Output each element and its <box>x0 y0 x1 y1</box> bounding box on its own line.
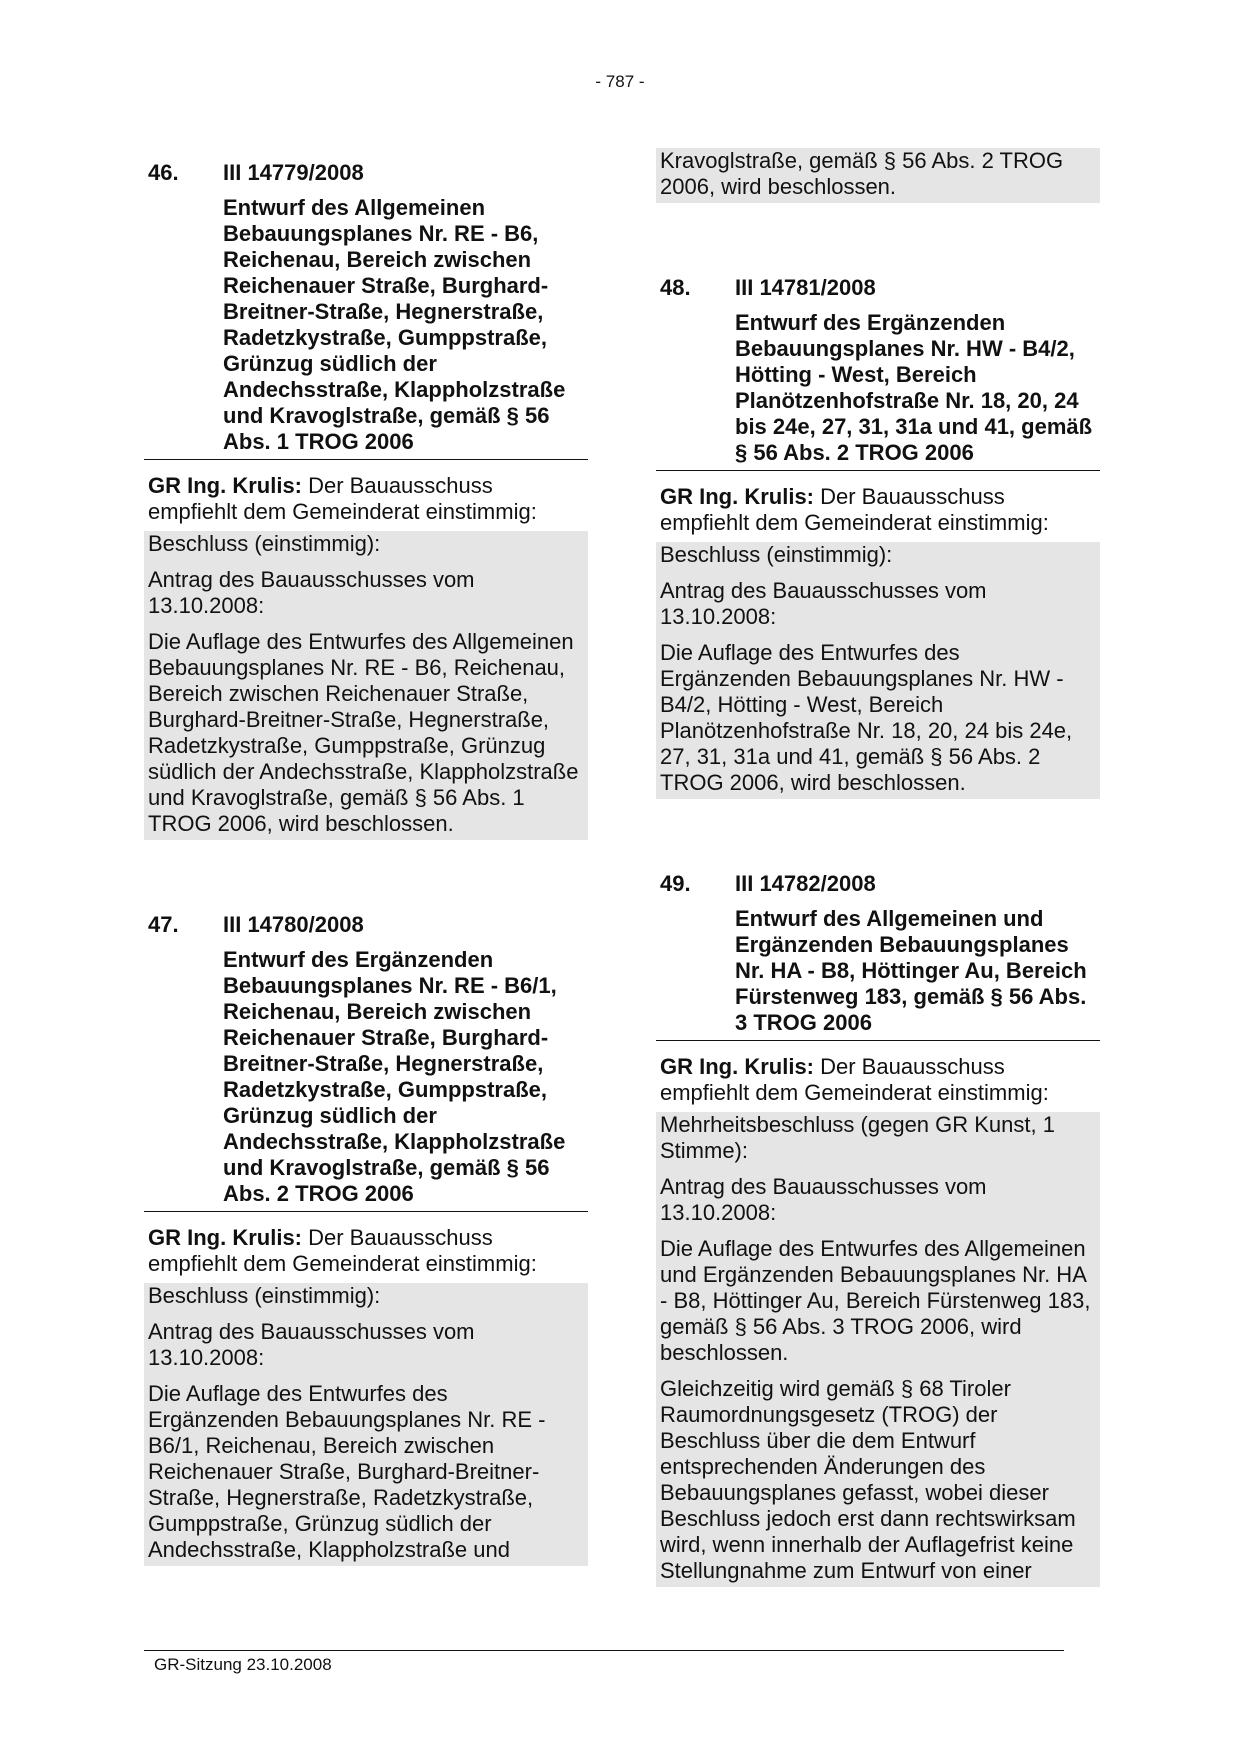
decision-box <box>144 531 588 840</box>
agenda-item-46 <box>144 160 588 840</box>
decision-body: Die Auflage des Entwurfes des Ergänzenden Bebauungsplanes Nr. RE - B6/1, Reichenau, Bereich zwischen Reichenauer Straße, Burghard-Breitner-Straße, Hegnerstraße, Radetzkystraße, Gumppstraße, Grünzug südlich der Andechsstraße, Klappholzstraße und <box>148 1381 546 1562</box>
item-code: III 14780/2008 <box>223 912 364 937</box>
decision-body: Die Auflage des Entwurfes des Allgemeinen und Ergänzenden Bebauungsplanes Nr. HA - B8, Höttinger Au, Bereich Fürstenweg 183, gemäß § 56 Abs. 3 TROG 2006, wird beschlossen. <box>660 1236 1091 1365</box>
agenda-item-47 <box>144 912 588 1566</box>
item-header <box>148 912 588 938</box>
decision-type: Beschluss (einstimmig): <box>148 1283 381 1308</box>
item-title: Entwurf des Ergänzenden Bebauungsplanes Nr. HW - B4/2, Hötting - West, Bereich Planötzenhofstraße Nr. 18, 20, 24 bis 24e, 27, 31, 31a und 41, gemäß § 56 Abs. 2 TROG 2006 <box>735 310 1093 465</box>
item-header <box>148 160 588 186</box>
item-header <box>660 871 1100 897</box>
item-number: 48. <box>660 275 691 300</box>
divider <box>656 470 1100 471</box>
item-header <box>660 275 1100 301</box>
speaker-text: Der Bauausschuss empfiehlt dem Gemeinderat einstimmig: <box>148 473 537 524</box>
divider <box>656 1040 1100 1041</box>
item-code: III 14781/2008 <box>735 275 876 300</box>
decision-box <box>656 542 1100 799</box>
divider <box>144 1211 588 1212</box>
footer-text: GR-Sitzung 23.10.2008 <box>154 1655 332 1674</box>
item-number: 46. <box>148 160 179 185</box>
item-title: Entwurf des Allgemeinen Bebauungsplanes Nr. RE - B6, Reichenau, Bereich zwischen Reichenauer Straße, Burghard-Breitner-Straße, Hegnerstraße, Radetzkystraße, Gumppstraße, Grünzug südlich der Andechsstraße, Klappholzstraße und Kravoglstraße, gemäß § 56 Abs. 1 TROG 2006 <box>223 195 566 454</box>
item-title: Entwurf des Ergänzenden Bebauungsplanes Nr. RE - B6/1, Reichenau, Bereich zwischen Reichenauer Straße, Burghard-Breitner-Straße, Hegnerstraße, Radetzkystraße, Gumppstraße, Grünzug südlich der Andechsstraße, Klappholzstraße und Kravoglstraße, gemäß § 56 Abs. 2 TROG 2006 <box>223 947 566 1206</box>
speaker-paragraph <box>660 1054 1100 1106</box>
speaker-name: GR Ing. Krulis: <box>660 484 814 509</box>
decision-extra: Gleichzeitig wird gemäß § 68 Tiroler Raumordnungsgesetz (TROG) der Beschluss über die dem Entwurf entsprechenden Änderungen des Bebauungsplanes gefasst, wobei dieser Beschluss jedoch erst dann rechtswirksam wird, wenn innerhalb der Auflagefrist keine Stellungnahme zum Entwurf von einer <box>660 1376 1076 1583</box>
decision-type: Beschluss (einstimmig): <box>660 542 893 567</box>
decision-body: Die Auflage des Entwurfes des Ergänzenden Bebauungsplanes Nr. HW - B4/2, Hötting - West, Bereich Planötzenhofstraße Nr. 18, 20, 24 bis 24e, 27, 31, 31a und 41, gemäß § 56 Abs. 2 TROG 2006, wird beschlossen. <box>660 640 1073 795</box>
motion-line: Antrag des Bauausschusses vom 13.10.2008: <box>148 1319 475 1370</box>
item-title: Entwurf des Allgemeinen und Ergänzenden Bebauungsplanes Nr. HA - B8, Höttinger Au, Bereich Fürstenweg 183, gemäß § 56 Abs. 3 TROG 2006 <box>735 906 1087 1035</box>
speaker-text: Der Bauausschuss empfiehlt dem Gemeinderat einstimmig: <box>148 1225 537 1276</box>
speaker-paragraph <box>148 1225 588 1277</box>
speaker-text: Der Bauausschuss empfiehlt dem Gemeinderat einstimmig: <box>660 1054 1049 1105</box>
item-code: III 14779/2008 <box>223 160 364 185</box>
left-column <box>144 160 588 1566</box>
decision-body: Die Auflage des Entwurfes des Allgemeinen Bebauungsplanes Nr. RE - B6, Reichenau, Bereich zwischen Reichenauer Straße, Burghard-Breitner-Straße, Hegnerstraße, Radetzkystraße, Gumppstraße, Grünzug südlich der Andechsstraße, Klappholzstraße und Kravoglstraße, gemäß § 56 Abs. 1 TROG 2006, wird beschlossen. <box>148 629 579 836</box>
page-number: - 787 - <box>595 72 645 91</box>
agenda-item-48 <box>656 275 1100 799</box>
speaker-name: GR Ing. Krulis: <box>148 1225 302 1250</box>
motion-line: Antrag des Bauausschusses vom 13.10.2008: <box>660 578 987 629</box>
speaker-text: Der Bauausschuss empfiehlt dem Gemeinderat einstimmig: <box>660 484 1049 535</box>
agenda-item-49 <box>656 871 1100 1587</box>
decision-box <box>656 1112 1100 1587</box>
speaker-paragraph <box>148 473 588 525</box>
item-code: III 14782/2008 <box>735 871 876 896</box>
decision-box <box>144 1283 588 1566</box>
decision-type: Mehrheitsbeschluss (gegen GR Kunst, 1 Stimme): <box>660 1112 1055 1163</box>
item-number: 47. <box>148 912 179 937</box>
speaker-name: GR Ing. Krulis: <box>148 473 302 498</box>
speaker-name: GR Ing. Krulis: <box>660 1054 814 1079</box>
motion-line: Antrag des Bauausschusses vom 13.10.2008: <box>660 1174 987 1225</box>
right-column <box>656 148 1100 1587</box>
item-number: 49. <box>660 871 691 896</box>
decision-type: Beschluss (einstimmig): <box>148 531 381 556</box>
motion-line: Antrag des Bauausschusses vom 13.10.2008: <box>148 567 475 618</box>
speaker-paragraph <box>660 484 1100 536</box>
continued-text-box: Kravoglstraße, gemäß § 56 Abs. 2 TROG 2006, wird beschlossen. <box>656 148 1100 203</box>
divider <box>144 459 588 460</box>
footer-divider <box>144 1650 1064 1651</box>
